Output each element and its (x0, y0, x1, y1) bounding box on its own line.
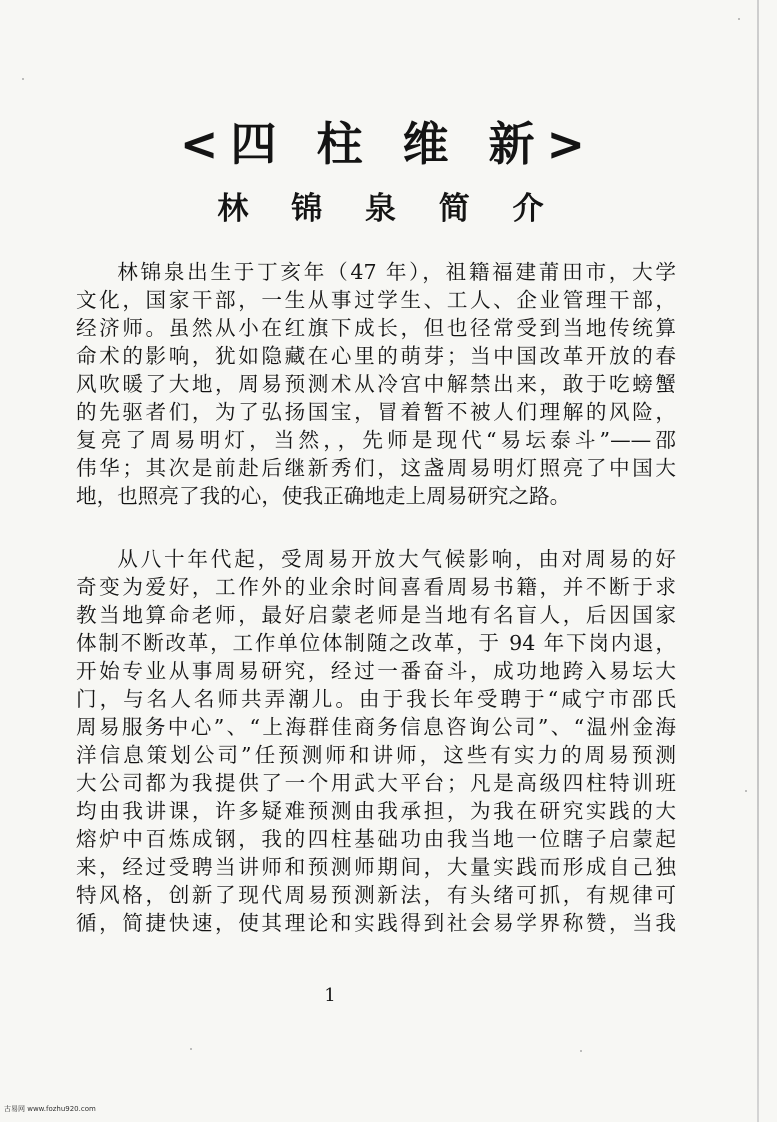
page-number: 1 (324, 985, 336, 1006)
text-line: 洋信息策划公司”任预测师和讲师，这些有实力的周易预测 (76, 743, 676, 767)
text-line: 命术的影响，犹如隐藏在心里的萌芽；当中国改革开放的春 (76, 344, 676, 368)
text-line: 均由我讲课，许多疑难预测由我承担，为我在研究实践的大 (76, 799, 676, 823)
text-line: 周易服务中心”、“上海群佳商务信息咨询公司”、“温州金海 (76, 715, 676, 739)
scan-speck (738, 18, 740, 20)
text-line: 伟华；其次是前赴后继新秀们，这盏周易明灯照亮了中国大 (76, 456, 676, 480)
text-line: 的先驱者们，为了弘扬国宝，冒着暂不被人们理解的风险， (76, 400, 676, 424)
section-subtitle: 林 锦 泉 简 介 (217, 191, 560, 227)
footer-watermark: 古易网 www.fozhu920.com (4, 1105, 96, 1113)
scan-speck (22, 78, 24, 80)
scan-speck (745, 790, 747, 792)
text-line: 从八十年代起，受周易开放大气候影响，由对周易的好 (117, 547, 676, 571)
text-line: 复亮了周易明灯，当然，，先师是现代“易坛泰斗”——邵 (76, 428, 676, 452)
paragraph-2 (76, 545, 676, 937)
text-line: 来，经过受聘当讲师和预测师期间，大量实践而形成自己独 (76, 855, 676, 879)
text-line: 经济师。虽然从小在红旗下成长，但也径常受到当地传统算 (76, 316, 676, 340)
text-line: 林锦泉出生于丁亥年（47 年），祖籍福建莆田市，大学 (117, 260, 676, 284)
book-title: <四 柱 维 新> (179, 117, 598, 171)
scan-speck (190, 1048, 192, 1050)
paragraph-1 (76, 258, 676, 510)
text-line: 熔炉中百炼成钢，我的四柱基础功由我当地一位瞎子启蒙起 (76, 827, 676, 851)
text-line: 教当地算命老师，最好启蒙老师是当地有名盲人，后因国家 (76, 603, 676, 627)
text-line: 循，简捷快速，使其理论和实践得到社会易学界称赞，当我 (76, 911, 676, 935)
text-line: 地，也照亮了我的心，使我正确地走上周易研究之路。 (76, 484, 571, 508)
text-line: 开始专业从事周易研究，经过一番奋斗，成功地跨入易坛大 (76, 659, 676, 683)
text-line: 大公司都为我提供了一个用武大平台；凡是高级四柱特训班 (76, 771, 676, 795)
text-line: 特风格，创新了现代周易预测新法，有头绪可抓，有规律可 (76, 883, 676, 907)
text-line: 门，与名人名师共弄潮儿。由于我长年受聘于“咸宁市邵氏 (76, 687, 676, 711)
text-line: 奇变为爱好，工作外的业余时间喜看周易书籍，并不断于求 (76, 575, 676, 599)
scan-speck (580, 1050, 582, 1052)
text-line: 风吹暖了大地，周易预测术从冷宫中解禁出来，敢于吃螃蟹 (76, 372, 676, 396)
text-line: 文化，国家干部，一生从事过学生、工人、企业管理干部， (76, 288, 676, 312)
text-line: 体制不断改革，工作单位体制随之改革，于 94 年下岗内退， (76, 631, 676, 655)
